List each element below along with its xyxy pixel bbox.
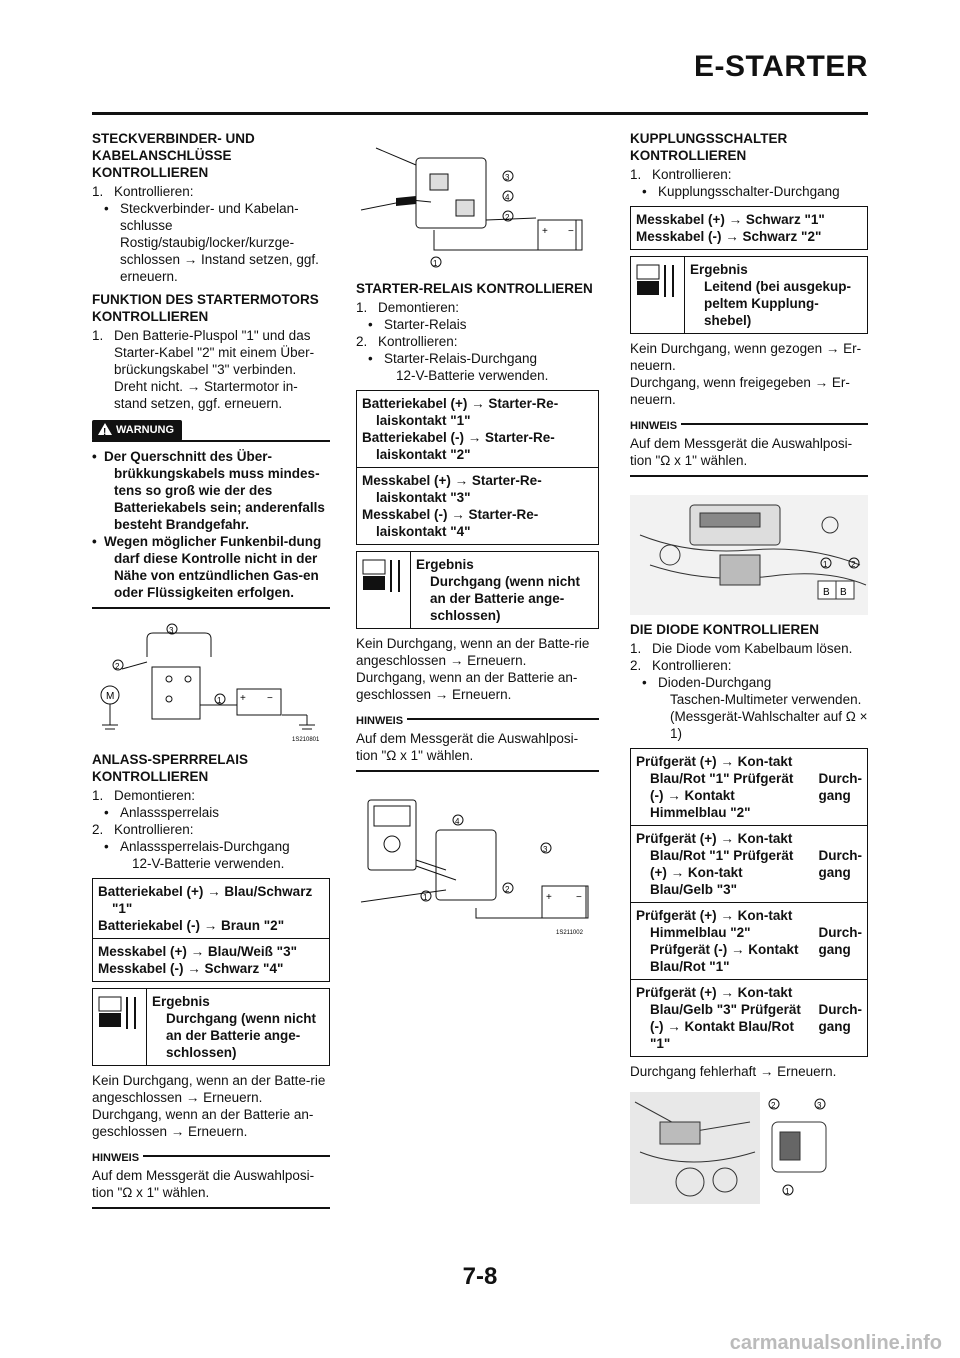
svg-text:−: −: [568, 226, 574, 237]
column-2: + − 3 4 2 1 STARTER-RELAIS KONTROLLIEREN 1. Demontieren: • Starter-Relais 2. Kontrollieren: • Starter-Relais-Durchgang 12-V-Batterie verwenden. Batteriekabel (+) → Starter-Re-laiskontakt "1" Batteriekabel (-) → Starter-Re-laiskontakt "2" Messkabel (+) → Starter-Re-laiskontakt "3" Messkabel (-) → Starter-Re-laiskontakt "4" Ergebnis Durchgang (wenn nicht an der Batterie ange-schlossen) Kein Durchgang, wenn an der Batte-rie angeschlossen → Erneuern. Durchgang, wenn an der Batterie an-geschlossen → Erneuern. HINWEIS Auf dem Messgerät die Auswahlposi-tion "Ω x 1" wählen. + − 4 3 2 1 1S211002: [356, 130, 599, 940]
svg-text:−: −: [576, 892, 582, 903]
svg-text:−: −: [267, 693, 273, 704]
result-box: [630, 256, 868, 334]
paragraph: Kein Durchgang, wenn an der Batte-rie angeschlossen → Erneuern.: [92, 1073, 326, 1105]
callout-3: 3: [169, 626, 174, 635]
diode-table: [630, 748, 868, 1057]
note-text: Auf dem Messgerät die Auswahlposi-tion "Ω x 1" wählen.: [630, 435, 868, 477]
result-box: [356, 551, 599, 629]
callout-2: 2: [505, 885, 510, 894]
paragraph: Durchgang, wenn an der Batterie an-geschlossen → Erneuern.: [356, 670, 578, 702]
svg-text:+: +: [542, 226, 548, 237]
starter-relay-diagram: [356, 140, 599, 280]
bullet-item: • Anlasssperrelais-Durchgang: [92, 838, 330, 855]
heading-clutch-switch: KUPPLUNGSSCHALTER KONTROLLIEREN: [630, 131, 788, 163]
result-heading: Ergebnis: [152, 994, 210, 1009]
multimeter-icon: [93, 989, 147, 1065]
callout-2: 2: [505, 213, 510, 222]
result-text: Leitend (bei ausgekup-peltem Kupplung-shebel): [704, 279, 852, 328]
bullet-item: • Anlasssperrelais: [92, 804, 330, 821]
heading-connectors: STECKVERBINDER- UND KABELANSCHLÜSSE KONTROLLIEREN: [92, 131, 255, 180]
warning-item: • Der Querschnitt des Über-brükkungskabels muss mindes-tens so groß wie der des Batteriekabels sein; anderenfalls besteht Brandgefahr.: [104, 449, 325, 532]
svg-text:B: B: [840, 587, 847, 598]
result-box: [92, 988, 330, 1066]
callout-4: 4: [455, 817, 460, 826]
figure-code: 1S211002: [556, 930, 583, 936]
note: HINWEIS Auf dem Messgerät die Auswahlposi-tion "Ω x 1" wählen.: [356, 711, 599, 772]
step-text: Den Batterie-Pluspol "1" und das Starter-Kabel "2" mit einem Über-brückungskabel "3" verbinden. Dreht nicht. → Startermotor in-stand setzen, ggf. erneuern.: [114, 328, 315, 411]
column-3: KUPPLUNGSSCHALTER KONTROLLIEREN 1. Kontrollieren: • Kupplungsschalter-Durchgang Messkabel (+) → Schwarz "1" Messkabel (-) → Schwarz "2" Ergebnis Leitend (bei ausgekup-peltem Kupplung-shebel) Kein Durchgang, wenn gezogen → Er-neuern. Durchgang, wenn freigegeben → Er-neuern. HINWEIS Auf dem Messgerät die Auswahlposi-tion "Ω x 1" wählen. B B 1 2 DIE DIODE KONTROLLIEREN 1. Die Diode vom Kabelbaum lösen. 2. Kontrollieren: • Dioden-Durchgang Taschen-Multimeter verwenden. (Messgerät-Wahlschalter auf Ω × 1) Prüfgerät (+) → Kon-takt Blau/Rot "1" Prüfgerät (-) → Kontakt Himmelblau "2" Durch-gang Prüfgerät (+) → Kon-takt Blau/Rot "1" Prüfgerät (+) → Kon-takt Blau/Gelb "3" Durch-gang Prüfgerät (+) → Kon-takt Himmelblau "2" Prüfgerät (-) → Kontakt Blau/Rot "1" Durch-gang Prüfgerät (+) → Kon-takt Blau/Gelb "3" Prüfgerät (-) → Kontakt Blau/Rot "1" Durch-gang Durchgang fehlerhaft → Erneuern. 2 3 1: [630, 130, 868, 1204]
column-1: STECKVERBINDER- UND KABELANSCHLÜSSE KONTROLLIEREN 1. Kontrollieren: • Steckverbinder- und Kabelan-schlusse Rostig/staubig/locker/kurzge-schlossen → Instand setzen, ggf. erneuern. FUNKTION DES STARTERMOTORS KONTROLLIEREN 1. Den Batterie-Pluspol "1" und das Starter-Kabel "2" mit einem Über-brückungskabel "3" verbinden. Dreht nicht. → Startermotor in-stand setzen, ggf. erneuern. ! WARNUNG • Der Querschnitt des Über-brükkungskabels muss mindes-tens so groß wie der des Batteriekabels sein; anderenfalls besteht Brandgefahr. • Wegen möglicher Funkenbil-dung darf diese Kontrolle nicht in der Nähe von entzündlichen Gas-en oder Flüssigkeiten erfolgen. M + − 3 2 1 1S210801 ANLASS-SPERRRELAIS KONTROLLIEREN 1. Demontieren: • Anlasssperrelais 2. Kontrollieren: • Anlasssperrelais-Durchgang 12-V-Batterie verwenden. Batteriekabel (+) → Blau/Schwarz "1" Batteriekabel (-) → Braun "2" Messkabel (+) → Blau/Weiß "3" Messkabel (-) → Schwarz "4" Ergebnis Durchgang (wenn nicht an der Batterie ange-schlossen) Kein Durchgang, wenn an der Batte-rie angeschlossen → Erneuern. Durchgang, wenn an der Batterie an-geschlossen → Erneuern. HINWEIS Auf dem Messgerät die Auswahlposi-tion "Ω x 1" wählen.: [92, 130, 330, 1209]
watermark: carmanualsonline.info: [729, 1332, 942, 1354]
page-title: E-STARTER: [694, 50, 868, 83]
spec-box: Messkabel (+) → Schwarz "1" Messkabel (-) → Schwarz "2": [630, 206, 868, 250]
paragraph: Kein Durchgang, wenn an der Batte-rie angeschlossen → Erneuern.: [356, 636, 590, 668]
diode-location-photo: [630, 1092, 868, 1204]
warning-badge: ! WARNUNG: [92, 420, 182, 441]
callout-1: 1: [423, 893, 428, 902]
motor-symbol: M: [106, 691, 115, 702]
paragraph: Durchgang, wenn an der Batterie an-geschlossen → Erneuern.: [92, 1107, 314, 1139]
table-row: Prüfgerät (+) → Kon-takt Blau/Rot "1" Prüfgerät (-) → Kontakt Himmelblau "2" Durch-gang: [631, 749, 867, 826]
spec-box: Batteriekabel (+) → Blau/Schwarz "1" Batteriekabel (-) → Braun "2" Messkabel (+) → Blau/Weiß "3" Messkabel (-) → Schwarz "4": [92, 878, 330, 982]
bullet-item: • Steckverbinder- und Kabelan-schlusse Rostig/staubig/locker/kurzge-schlossen → Instand setzen, ggf. erneuern.: [92, 200, 330, 285]
indented-text: 12-V-Batterie verwenden.: [396, 368, 549, 383]
relay-multimeter-diagram: [356, 790, 599, 940]
paragraph: Durchgang fehlerhaft → Erneuern.: [630, 1064, 837, 1079]
callout-2: 2: [851, 560, 856, 569]
callout-1: 1: [217, 696, 222, 705]
result-text: Durchgang (wenn nicht an der Batterie ange-schlossen): [166, 1011, 316, 1060]
step-number: 1.: [92, 184, 104, 199]
spec-box: Batteriekabel (+) → Starter-Re-laiskontakt "1" Batteriekabel (-) → Starter-Re-laiskontakt "2" Messkabel (+) → Starter-Re-laiskontakt "3" Messkabel (-) → Starter-Re-laiskontakt "4": [356, 390, 599, 545]
table-row: Prüfgerät (+) → Kon-takt Himmelblau "2" Prüfgerät (-) → Kontakt Blau/Rot "1" Durch-gang: [631, 903, 867, 980]
result-heading: Ergebnis: [690, 262, 748, 277]
paragraph: Kein Durchgang, wenn gezogen → Er-neuern.: [630, 341, 862, 373]
bullet-item: • Kupplungsschalter-Durchgang: [630, 183, 868, 200]
note: HINWEIS Auf dem Messgerät die Auswahlposi-tion "Ω x 1" wählen.: [92, 1148, 330, 1209]
header-rule: [92, 112, 868, 115]
table-row: Prüfgerät (+) → Kon-takt Blau/Gelb "3" Prüfgerät (-) → Kontakt Blau/Rot "1" Durch-gang: [636, 985, 862, 1051]
callout-1: 1: [823, 560, 828, 569]
svg-text:+: +: [240, 693, 246, 704]
result-text: Durchgang (wenn nicht an der Batterie ange-schlossen): [430, 574, 580, 623]
warning-body: [92, 442, 330, 609]
bullet-item: • Starter-Relais: [356, 316, 599, 333]
callout-1: 1: [433, 259, 438, 268]
heading-starter-motor: FUNKTION DES STARTERMOTORS KONTROLLIEREN: [92, 292, 319, 324]
starter-motor-wiring-diagram: [92, 617, 330, 745]
indented-text: Taschen-Multimeter verwenden. (Messgerät-Wahlschalter auf Ω × 1): [670, 692, 868, 741]
clutch-switch-photo: [630, 495, 868, 615]
heading-lockout-relay: ANLASS-SPERRRELAIS KONTROLLIEREN: [92, 752, 249, 784]
callout-2: 2: [115, 662, 120, 671]
note-text: Auf dem Messgerät die Auswahlposi-tion "Ω x 1" wählen.: [92, 1167, 330, 1209]
callout-1: 1: [785, 1187, 790, 1196]
bullet-item: • Dioden-Durchgang: [630, 674, 868, 691]
result-heading: Ergebnis: [416, 557, 474, 572]
page-number: 7-8: [462, 1263, 498, 1290]
callout-2: 2: [771, 1101, 776, 1110]
indented-text: 12-V-Batterie verwenden.: [132, 856, 285, 871]
heading-starter-relay: STARTER-RELAIS KONTROLLIEREN: [356, 281, 593, 296]
table-row: Prüfgerät (+) → Kon-takt Blau/Rot "1" Prüfgerät (+) → Kon-takt Blau/Gelb "3" Durch-gang: [631, 826, 867, 903]
callout-3: 3: [817, 1101, 822, 1110]
step-number: 1.: [92, 328, 104, 343]
callout-3: 3: [543, 845, 548, 854]
figure-code: 1S210801: [292, 737, 320, 743]
bullet-item: • Starter-Relais-Durchgang: [356, 350, 599, 367]
svg-text:B: B: [823, 587, 830, 598]
step-text: Kontrollieren:: [114, 184, 194, 199]
callout-3: 3: [505, 173, 510, 182]
paragraph: Durchgang, wenn freigegeben → Er-neuern.: [630, 375, 850, 407]
multimeter-icon: [631, 257, 685, 333]
heading-diode: DIE DIODE KONTROLLIEREN: [630, 622, 820, 637]
warning-item: • Wegen möglicher Funkenbil-dung darf diese Kontrolle nicht in der Nähe von entzündlichen Gas-en oder Flüssigkeiten erfolgen.: [104, 534, 322, 600]
warning-header: [92, 420, 330, 442]
note: HINWEIS Auf dem Messgerät die Auswahlposi-tion "Ω x 1" wählen.: [630, 416, 868, 477]
multimeter-icon: [357, 552, 411, 628]
callout-4: 4: [505, 193, 510, 202]
svg-text:+: +: [546, 892, 552, 903]
note-text: Auf dem Messgerät die Auswahlposi-tion "Ω x 1" wählen.: [356, 730, 599, 772]
